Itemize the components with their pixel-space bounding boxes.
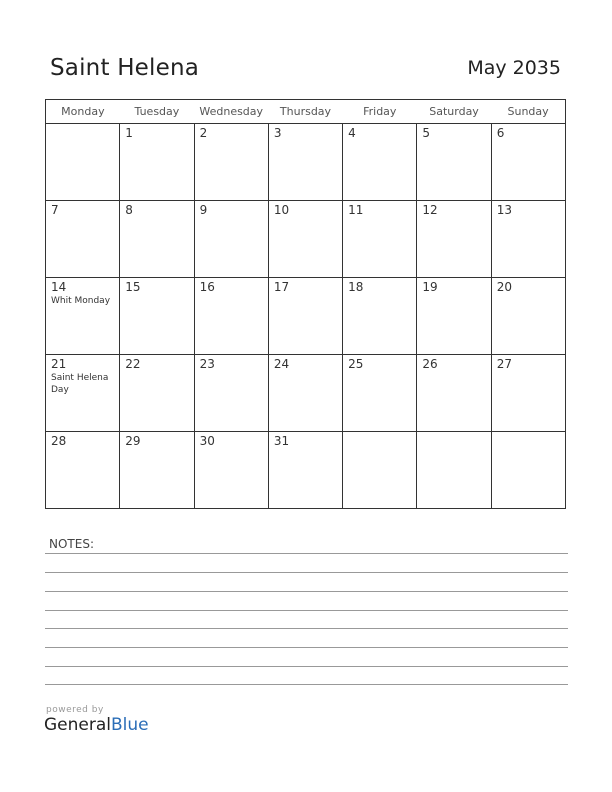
day-number: 2 (199, 126, 208, 140)
day-cell (268, 355, 342, 432)
week-row (46, 124, 566, 201)
day-cell (120, 432, 194, 509)
notes-label: NOTES: (49, 537, 94, 551)
week-row (46, 201, 566, 278)
day-number: 28 (51, 434, 67, 448)
day-number: 31 (273, 434, 290, 448)
weekday-header-row (46, 100, 566, 124)
day-cell (120, 278, 194, 355)
day-number: 11 (348, 203, 364, 217)
day-number: 26 (422, 357, 438, 371)
day-cell (417, 201, 491, 278)
day-number: 3 (273, 126, 282, 140)
day-number: 27 (496, 357, 512, 371)
day-number: 8 (125, 203, 133, 217)
day-cell (491, 432, 565, 509)
day-cell (120, 201, 194, 278)
day-cell (343, 124, 417, 201)
weekday-header: Thursday (268, 100, 342, 124)
notes-line (45, 628, 568, 629)
day-number: 19 (422, 280, 438, 294)
day-cell (417, 124, 491, 201)
day-cell (343, 278, 417, 355)
day-cell (343, 201, 417, 278)
week-row (46, 432, 566, 509)
day-number: 23 (199, 357, 215, 371)
day-cell (491, 124, 565, 201)
day-cell (268, 124, 342, 201)
day-number: 13 (496, 203, 512, 217)
powered-by-text: powered by (46, 705, 104, 715)
notes-line (45, 666, 568, 667)
day-cell (194, 355, 268, 432)
brand-name-blue: Blue (111, 715, 149, 735)
notes-line (45, 610, 568, 611)
brand-name (44, 715, 149, 735)
brand-name-general: General (44, 715, 111, 735)
day-cell (194, 201, 268, 278)
weekday-header: Tuesday (120, 100, 194, 124)
day-number: 7 (51, 203, 59, 217)
day-cell (268, 201, 342, 278)
weekday-header: Sunday (491, 100, 565, 124)
calendar-grid (45, 99, 566, 509)
day-number: 9 (199, 203, 208, 217)
day-cell (268, 432, 342, 509)
day-number: 14 (51, 280, 67, 294)
day-number: 10 (273, 203, 290, 217)
week-row (46, 278, 566, 355)
holiday-label: Saint Helena Day (51, 373, 109, 395)
day-cell (417, 355, 491, 432)
day-number: 21 (51, 357, 67, 371)
notes-line (45, 553, 568, 554)
day-cell (194, 432, 268, 509)
calendar-country-title: Saint Helena (50, 55, 200, 81)
weekday-header: Monday (46, 100, 120, 124)
day-cell (46, 355, 120, 432)
day-number: 1 (125, 126, 133, 140)
holiday-label: Whit Monday (51, 296, 111, 306)
day-number: 22 (125, 357, 141, 371)
day-cell (46, 201, 120, 278)
day-cell (491, 355, 565, 432)
day-cell (491, 201, 565, 278)
day-cell (194, 124, 268, 201)
day-number: 17 (273, 280, 290, 294)
day-number: 24 (273, 357, 290, 371)
notes-line (45, 684, 568, 685)
day-number: 20 (496, 280, 512, 294)
day-number: 16 (199, 280, 215, 294)
day-cell (46, 124, 120, 201)
notes-line (45, 591, 568, 592)
day-cell (46, 432, 120, 509)
day-number: 25 (348, 357, 364, 371)
day-number: 18 (348, 280, 364, 294)
notes-line (45, 572, 568, 573)
week-row (46, 355, 566, 432)
day-cell (120, 124, 194, 201)
day-number: 30 (199, 434, 215, 448)
day-cell (417, 278, 491, 355)
day-cell (491, 278, 565, 355)
day-cell (194, 278, 268, 355)
weekday-header: Friday (343, 100, 417, 124)
notes-line (45, 647, 568, 648)
generalblue-logo (44, 705, 149, 735)
calendar-month-label: May 2035 (467, 57, 561, 79)
day-cell (417, 432, 491, 509)
day-number: 4 (348, 126, 356, 140)
day-cell (120, 355, 194, 432)
day-number: 15 (125, 280, 141, 294)
day-cell (343, 432, 417, 509)
day-cell (268, 278, 342, 355)
day-cell (343, 355, 417, 432)
day-cell (46, 278, 120, 355)
day-number: 6 (496, 126, 505, 140)
weekday-header: Wednesday (194, 100, 268, 124)
weekday-header: Saturday (417, 100, 491, 124)
day-number: 29 (125, 434, 141, 448)
day-number: 12 (422, 203, 438, 217)
day-number: 5 (422, 126, 431, 140)
